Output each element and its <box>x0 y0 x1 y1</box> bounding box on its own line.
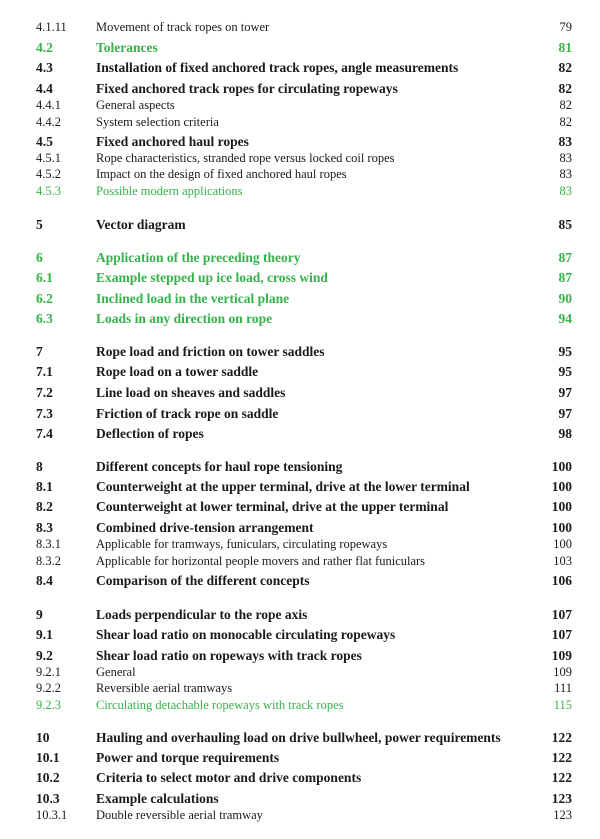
toc-entry[interactable] <box>0 384 600 401</box>
toc-entry-page-number: 81 <box>558 40 572 55</box>
toc-entry[interactable] <box>0 405 600 422</box>
toc-entry[interactable] <box>0 749 600 766</box>
toc-entry-number: 10.3 <box>36 791 60 806</box>
toc-entry-number: 10.2 <box>36 770 60 785</box>
toc-entry-page-number: 83 <box>559 184 572 198</box>
toc-entry-page-number: 107 <box>551 627 572 642</box>
toc-entry-page-number: 90 <box>558 291 572 306</box>
toc-entry-number: 4.2 <box>36 40 53 55</box>
toc-entry-title: Loads perpendicular to the rope axis <box>96 607 308 622</box>
toc-entry[interactable] <box>0 343 600 360</box>
toc-entry-page-number: 82 <box>558 81 572 96</box>
toc-entry[interactable] <box>0 626 600 643</box>
toc-entry-number: 9.2.3 <box>36 698 61 712</box>
toc-entry-title: Circulating detachable ropeways with track ropes <box>96 698 344 712</box>
toc-entry[interactable] <box>0 249 600 266</box>
toc-entry-page-number: 111 <box>554 681 572 695</box>
toc-entry-title: Impact on the design of fixed anchored haul ropes <box>96 167 347 181</box>
toc-entry-title: Line load on sheaves and saddles <box>96 385 286 400</box>
toc-entry-number: 9.2 <box>36 648 53 663</box>
toc-entry[interactable] <box>0 553 600 570</box>
toc-entry-number: 4.4.2 <box>36 115 61 129</box>
toc-entry[interactable] <box>0 478 600 495</box>
toc-entry-page-number: 109 <box>551 648 572 663</box>
toc-entry-title: Criteria to select motor and drive components <box>96 770 362 785</box>
toc-entry-page-number: 95 <box>558 344 572 359</box>
toc-entry-title: Power and torque requirements <box>96 750 280 765</box>
toc-entry-page-number: 103 <box>553 554 572 568</box>
toc-entry-number: 7 <box>36 344 43 359</box>
toc-entry[interactable] <box>0 807 600 824</box>
toc-entry-page-number: 100 <box>551 499 572 514</box>
toc-entry-title: Shear load ratio on monocable circulating ropeways <box>96 627 396 642</box>
toc-entry-title: Example stepped up ice load, cross wind <box>96 270 328 285</box>
toc-entry-page-number: 83 <box>559 167 572 181</box>
toc-entry[interactable] <box>0 498 600 515</box>
toc-entry-number: 7.3 <box>36 406 53 421</box>
toc-entry[interactable] <box>0 166 600 183</box>
toc-entry-number: 6.3 <box>36 311 53 326</box>
toc-entry-page-number: 87 <box>558 250 572 265</box>
toc-entry[interactable] <box>0 606 600 623</box>
toc-entry-number: 8.1 <box>36 479 53 494</box>
toc-entry-number: 6 <box>36 250 43 265</box>
toc-entry-number: 4.4.1 <box>36 98 61 112</box>
toc-entry-title: Comparison of the different concepts <box>96 573 310 588</box>
toc-entry-page-number: 122 <box>551 770 572 785</box>
toc-entry-page-number: 100 <box>551 479 572 494</box>
toc-entry-title: Double reversible aerial tramway <box>96 808 263 822</box>
toc-entry-number: 10.1 <box>36 750 60 765</box>
toc-entry-number: 9.1 <box>36 627 53 642</box>
toc-entry-title: Fixed anchored haul ropes <box>96 134 249 149</box>
toc-entry-title: Inclined load in the vertical plane <box>96 291 290 306</box>
toc-entry-page-number: 123 <box>551 791 572 806</box>
toc-entry[interactable] <box>0 536 600 553</box>
toc-entry-number: 7.2 <box>36 385 53 400</box>
toc-entry-page-number: 123 <box>553 808 572 822</box>
toc-entry-page-number: 82 <box>559 115 572 129</box>
toc-entry-number: 4.5.3 <box>36 184 61 198</box>
toc-entry-title: Fixed anchored track ropes for circulating ropeways <box>96 81 398 96</box>
toc-entry[interactable] <box>0 458 600 475</box>
toc-entry-page-number: 97 <box>558 406 572 421</box>
toc-entry-number: 7.1 <box>36 364 53 379</box>
toc-entry-number: 8.3.2 <box>36 554 61 568</box>
toc-entry[interactable] <box>0 664 600 681</box>
toc-entry-number: 4.5 <box>36 134 53 149</box>
toc-entry-number: 6.2 <box>36 291 53 306</box>
toc-entry[interactable] <box>0 310 600 327</box>
toc-entry-number: 4.1.11 <box>36 20 67 34</box>
toc-entry-page-number: 98 <box>558 426 572 441</box>
toc-entry-number: 8 <box>36 459 43 474</box>
toc-entry[interactable] <box>0 572 600 589</box>
toc-entry[interactable] <box>0 269 600 286</box>
toc-entry-title: Applicable for horizontal people movers and rather flat funiculars <box>96 554 426 568</box>
toc-entry-page-number: 122 <box>551 730 572 745</box>
toc-entry-number: 5 <box>36 217 43 232</box>
toc-entry[interactable] <box>0 80 600 97</box>
toc-entry-title: Combined drive-tension arrangement <box>96 520 314 535</box>
toc-entry-title: Hauling and overhauling load on drive bullwheel, power requirements <box>96 730 501 745</box>
toc-entry-number: 8.3.1 <box>36 537 61 551</box>
toc-entry-number: 9.2.2 <box>36 681 61 695</box>
toc-entry-number: 4.3 <box>36 60 53 75</box>
toc-entry-title: Applicable for tramways, funiculars, circulating ropeways <box>96 537 388 551</box>
toc-entry-number: 6.1 <box>36 270 53 285</box>
toc-entry-title: Deflection of ropes <box>96 426 204 441</box>
toc-entry-number: 9.2.1 <box>36 665 61 679</box>
toc-entry-title: Different concepts for haul rope tensioning <box>96 459 343 474</box>
toc-entry-page-number: 107 <box>551 607 572 622</box>
toc-entry[interactable] <box>0 216 600 233</box>
toc-entry-number: 8.4 <box>36 573 53 588</box>
toc-entry-title: System selection criteria <box>96 115 219 129</box>
toc-entry-title: Example calculations <box>96 791 219 806</box>
toc-entry-page-number: 87 <box>558 270 572 285</box>
toc-entry-page-number: 100 <box>553 537 572 551</box>
toc-entry-page-number: 82 <box>559 98 572 112</box>
toc-entry[interactable] <box>0 19 600 36</box>
toc-entry-page-number: 109 <box>553 665 572 679</box>
toc-entry[interactable] <box>0 97 600 114</box>
toc-entry-page-number: 94 <box>558 311 572 326</box>
toc-entry-title: Movement of track ropes on tower <box>96 20 270 34</box>
toc-entry[interactable] <box>0 790 600 807</box>
toc-entry-title: Counterweight at lower terminal, drive at the upper terminal <box>96 499 449 514</box>
toc-entry[interactable] <box>0 425 600 442</box>
toc-entry[interactable] <box>0 769 600 786</box>
toc-entry-page-number: 100 <box>551 520 572 535</box>
toc-entry[interactable] <box>0 680 600 697</box>
toc-entry-page-number: 97 <box>558 385 572 400</box>
toc-entry-title: General aspects <box>96 98 175 112</box>
toc-entry[interactable] <box>0 647 600 664</box>
toc-entry-number: 4.5.1 <box>36 151 61 165</box>
toc-entry-page-number: 79 <box>559 20 572 34</box>
toc-entry-title: Rope characteristics, stranded rope versus locked coil ropes <box>96 151 395 165</box>
toc-entry[interactable] <box>0 59 600 76</box>
toc-entry[interactable] <box>0 183 600 200</box>
toc-entry-number: 10 <box>36 730 50 745</box>
toc-entry[interactable] <box>0 519 600 536</box>
toc-entry-page-number: 82 <box>558 60 572 75</box>
toc-entry-page-number: 83 <box>558 134 572 149</box>
toc-entry[interactable] <box>0 697 600 714</box>
toc-entry[interactable] <box>0 729 600 746</box>
toc-entry-title: General <box>96 665 136 679</box>
toc-entry[interactable] <box>0 150 600 167</box>
toc-entry-title: Rope load and friction on tower saddles <box>96 344 325 359</box>
toc-entry-page-number: 122 <box>551 750 572 765</box>
toc-entry-title: Installation of fixed anchored track ropes, angle measurements <box>96 60 459 75</box>
toc-entry-title: Vector diagram <box>96 217 186 232</box>
toc-entry-page-number: 115 <box>553 698 572 712</box>
toc-entry-number: 8.2 <box>36 499 53 514</box>
toc-entry-number: 4.4 <box>36 81 53 96</box>
toc-entry-page-number: 83 <box>559 151 572 165</box>
toc-entry-title: Friction of track rope on saddle <box>96 406 279 421</box>
toc-entry-title: Loads in any direction on rope <box>96 311 273 326</box>
toc-entry-number: 4.5.2 <box>36 167 61 181</box>
toc-entry-title: Shear load ratio on ropeways with track ropes <box>96 648 362 663</box>
toc-entry-number: 9 <box>36 607 43 622</box>
toc-entry[interactable] <box>0 363 600 380</box>
toc-entry-number: 10.3.1 <box>36 808 68 822</box>
toc-entry-page-number: 85 <box>558 217 572 232</box>
toc-entry-page-number: 106 <box>551 573 572 588</box>
toc-entry[interactable] <box>0 39 600 56</box>
toc-entry-title: Application of the preceding theory <box>96 250 301 265</box>
toc-entry[interactable] <box>0 290 600 307</box>
toc-entry-number: 7.4 <box>36 426 53 441</box>
toc-entry-number: 8.3 <box>36 520 53 535</box>
toc-entry-title: Possible modern applications <box>96 184 243 198</box>
toc-entry-page-number: 100 <box>551 459 572 474</box>
toc-entry-page-number: 95 <box>558 364 572 379</box>
toc-entry[interactable] <box>0 133 600 150</box>
toc-entry[interactable] <box>0 114 600 131</box>
toc-entry-title: Tolerances <box>96 40 158 55</box>
toc-entry-title: Counterweight at the upper terminal, drive at the lower terminal <box>96 479 470 494</box>
toc-entry-title: Reversible aerial tramways <box>96 681 233 695</box>
toc-entry-title: Rope load on a tower saddle <box>96 364 259 379</box>
